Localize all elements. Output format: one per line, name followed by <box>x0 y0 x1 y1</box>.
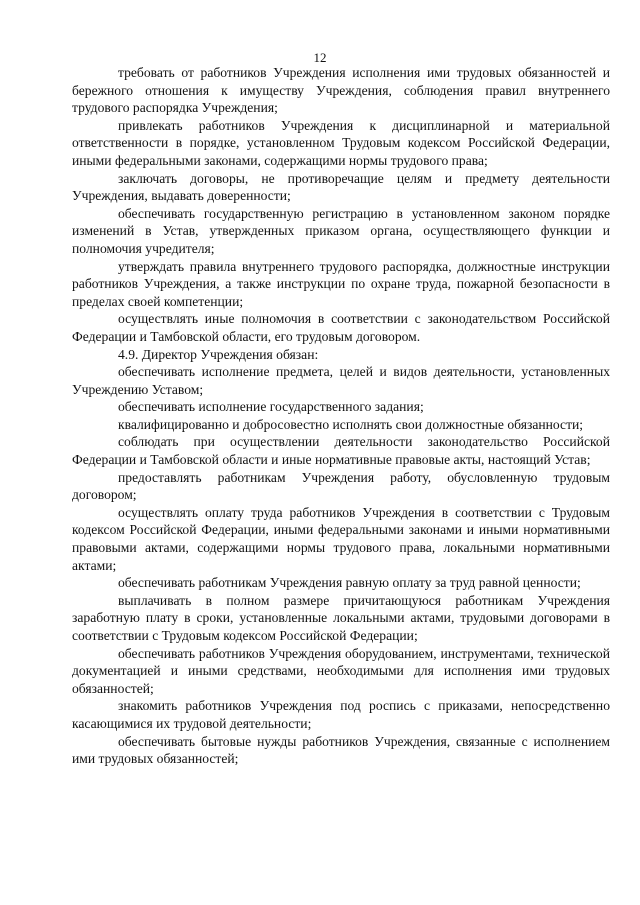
paragraph-acquaint-orders: знакомить работников Учреждения под роспись с приказами, непосредственно касающимися их трудовой деятельности; <box>72 698 610 731</box>
paragraph-state-assignment: обеспечивать исполнение государственного задания; <box>118 399 424 415</box>
paragraph-internal-rules: утверждать правила внутреннего трудового распорядка, должностные инструкции работников Учреждения, а также инструкции по охране труда, пожарной безопасности в пределах своей компетенции; <box>72 258 610 309</box>
paragraph-equal-pay: обеспечивать работникам Учреждения равную оплату за труд равной ценности; <box>118 575 581 591</box>
paragraph-provide-equipment: обеспечивать работников Учреждения оборудованием, инструментами, технической документацией и иными средствами, необходимыми для исполнения ими трудовых обязанностей; <box>72 645 610 696</box>
paragraph-household-needs: обеспечивать бытовые нужды работников Учреждения, связанные с исполнением ими трудовых обязанностей; <box>72 733 610 767</box>
paragraph-state-registration: обеспечивать государственную регистрацию в установленном законом порядке изменений в Устав, утвержденных приказом органа, осуществляющего функции и полномочия учредителя; <box>72 205 610 256</box>
paragraph-pay-wages: выплачивать в полном размере причитающуюся работникам Учреждения заработную плату в сроки, установленные локальными актами, трудовыми договорами в соответствии с Трудовым кодексом Российской Федерации; <box>72 592 610 643</box>
paragraph-require-duties: требовать от работников Учреждения исполнения ими трудовых обязанностей и бережного отношения к имуществу Учреждения, соблюдения правил внутреннего трудового распорядка Учреждения; <box>72 65 610 116</box>
paragraph-perform-duties: квалифицированно и добросовестно исполнять свои должностные обязанности; <box>118 416 584 432</box>
section-heading-director-obligations: 4.9. Директор Учреждения обязан: <box>118 346 319 362</box>
paragraph-contracts: заключать договоры, не противоречащие целям и предмету деятельности Учреждения, выдавать доверенности; <box>72 170 610 204</box>
paragraph-disciplinary-liability: привлекать работников Учреждения к дисциплинарной и материальной ответственности в порядке, установленном Трудовым кодексом Российской Федерации, иными федеральными законами, содержащими нормы трудового права; <box>72 117 610 168</box>
paragraph-other-powers: осуществлять иные полномочия в соответствии с законодательством Российской Федерации и Тамбовской области, его трудовым договором. <box>72 311 610 344</box>
paragraph-provide-work: предоставлять работникам Учреждения работу, обусловленную трудовым договором; <box>72 469 610 503</box>
page-number: 12 <box>313 50 327 65</box>
paragraph-ensure-activities: обеспечивать исполнение предмета, целей и видов деятельности, установленных Учреждению Уставом; <box>72 364 610 397</box>
paragraph-comply-legislation: соблюдать при осуществлении деятельности законодательство Российской Федерации и Тамбовской области и иные нормативные правовые акты, настоящий Устав; <box>72 434 610 468</box>
paragraph-remuneration: осуществлять оплату труда работников Учреждения в соответствии с Трудовым кодексом Российской Федерации, иными федеральными законами и иными нормативными правовыми актами, содержащими нормы трудового права, локальными нормативными актами; <box>72 504 610 573</box>
document-body <box>72 64 610 768</box>
